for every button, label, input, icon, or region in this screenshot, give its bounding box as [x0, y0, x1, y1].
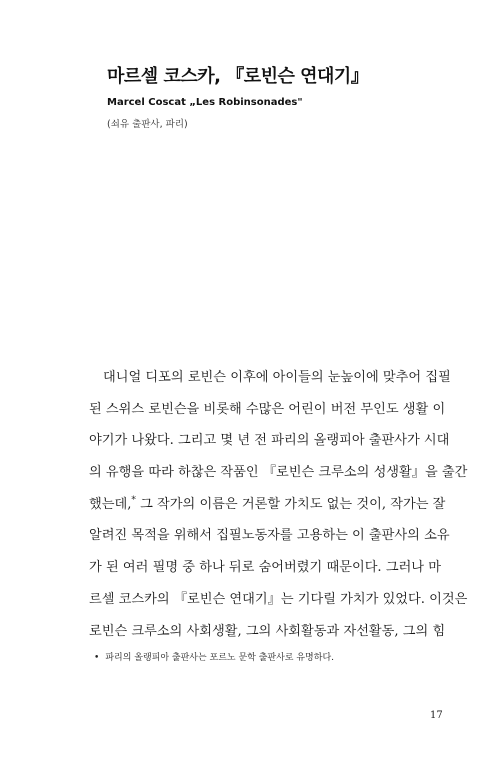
page-title: 마르셀 코스카, 『로빈슨 연대기』	[107, 66, 369, 87]
text-line: 된 스위스 로빈슨을 비롯해 수많은 어린이 버전 무인도 생활 이	[89, 401, 446, 417]
footnote	[94, 650, 334, 663]
text-fragment: 했는데,	[89, 496, 132, 512]
footnote-text: 파리의 올랭피아 출판사는 포르노 문학 출판사로 유명하다.	[105, 653, 334, 663]
footnote-marker: *	[131, 495, 136, 506]
text-line: 알려진 목적을 위해서 집필노동자를 고용하는 이 출판사의 소유	[89, 528, 450, 544]
text-line: 로빈슨 크루소의 사회생활, 그의 사회활동과 자선활동, 그의 힘	[89, 623, 446, 639]
page-number: 17	[430, 710, 443, 721]
text-line: 르셀 코스카의 『로빈슨 연대기』는 기다릴 가치가 있었다. 이것은	[89, 591, 468, 607]
text-line: 의 유행을 따라 하찮은 작품인 『로빈슨 크루소의 성생활』을 출간	[89, 465, 468, 481]
publisher-info: (쇠유 출판사, 파리)	[107, 119, 188, 130]
footnote-bullet: •	[94, 653, 100, 663]
text-fragment: 그 작가의 이름은 거론할 가치도 없는 것이, 작가는 잘	[135, 496, 446, 512]
text-line: 대니얼 디포의 로빈슨 이후에 아이들의 눈높이에 맞추어 집필	[103, 370, 451, 385]
original-title: Marcel Coscat „Les Robinsonades"	[107, 97, 303, 108]
body-paragraph	[89, 362, 468, 647]
text-line: 야기가 나왔다. 그리고 몇 년 전 파리의 올랭피아 출판사가 시대	[89, 433, 450, 449]
text-line-with-note	[89, 489, 446, 521]
text-line: 가 된 여러 필명 중 하나 뒤로 숨어버렸기 때문이다. 그러나 마	[89, 560, 441, 576]
